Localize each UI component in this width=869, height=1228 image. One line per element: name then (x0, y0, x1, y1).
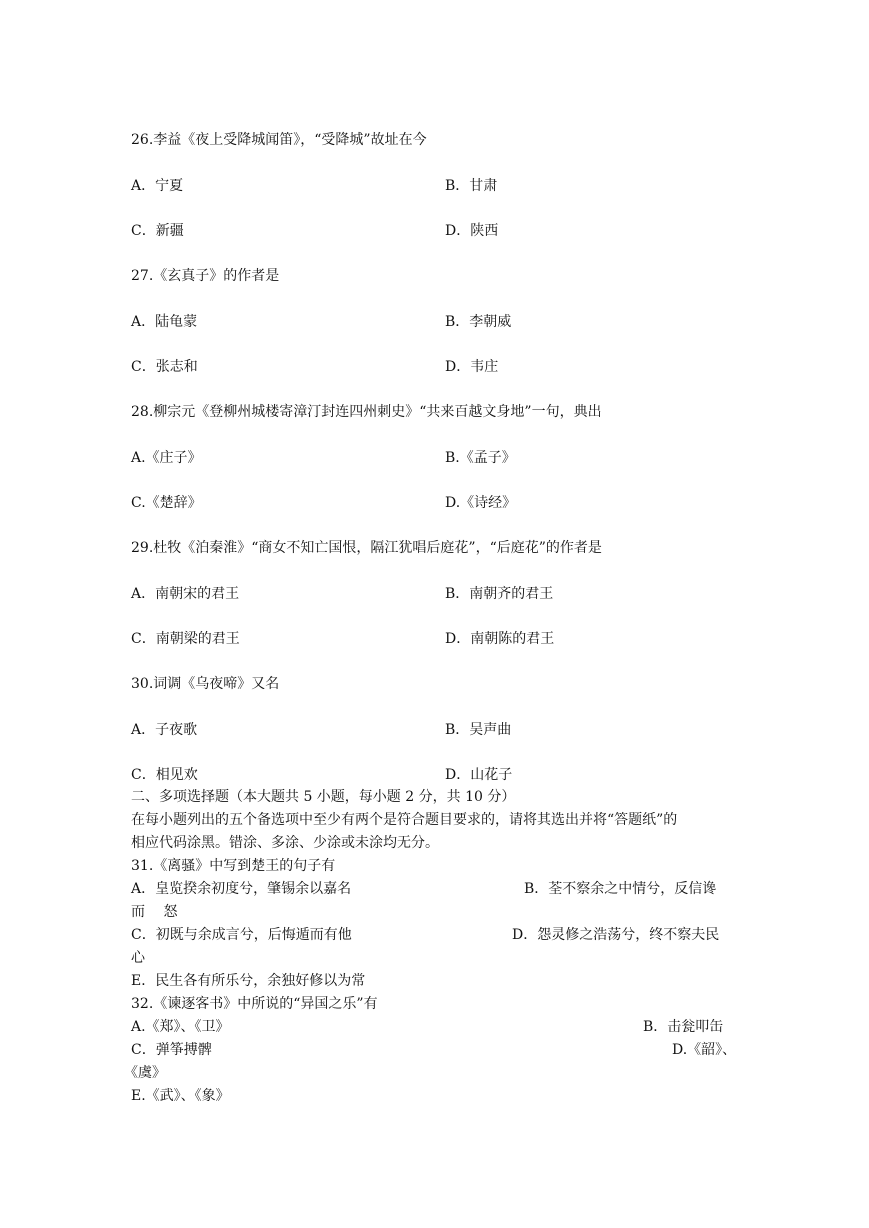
question-30-option-c: C．相见欢 (131, 767, 198, 783)
question-32-option-b: B．击瓮叩缶 (643, 1019, 724, 1035)
question-32-option-a: A.《郑》、《卫》 (131, 1019, 230, 1035)
question-27-option-a: A．陆龟蒙 (131, 314, 198, 330)
question-26-option-c: C．新疆 (131, 223, 184, 239)
question-31-option-a: A．皇览揆余初度兮，肇锡余以嘉名 (131, 881, 352, 897)
question-31-option-d: D．怨灵修之浩荡兮，终不察夫民 (512, 927, 720, 943)
question-31-option-b-continued: 而 怒 (131, 904, 178, 920)
section-2-instruction-line-2: 相应代码涂黑。错涂、多涂、少涂或未涂均无分。 (131, 835, 439, 851)
question-26-stem: 26.李益《夜上受降城闻笛》，“受降城”故址在今 (131, 132, 427, 148)
question-29-option-d: D．南朝陈的君王 (445, 631, 555, 647)
question-32-option-d-continued: 《虞》 (124, 1065, 166, 1081)
question-30-option-a: A．子夜歌 (131, 722, 198, 738)
question-29-option-a: A．南朝宋的君王 (131, 586, 240, 602)
section-2-instruction-line-1: 在每小题列出的五个备选项中至少有两个是符合题目要求的，请将其选出并将“答题纸”的 (131, 812, 678, 828)
question-28-option-c: C.《楚辞》 (131, 495, 202, 511)
question-31-option-e: E．民生各有所乐兮，余独好修以为常 (131, 973, 366, 989)
question-32-stem: 32.《谏逐客书》中所说的“异国之乐”有 (131, 996, 378, 1012)
question-29-option-c: C．南朝梁的君王 (131, 631, 240, 647)
question-30-stem: 30.词调《乌夜啼》又名 (131, 676, 280, 692)
question-26-option-d: D．陕西 (445, 223, 499, 239)
question-32-option-c: C．弹筝搏髀 (131, 1042, 212, 1058)
question-32-option-d: D.《韶》、 (672, 1042, 737, 1058)
question-29-option-b: B．南朝齐的君王 (445, 586, 554, 602)
question-27-option-b: B．李朝威 (445, 314, 512, 330)
question-31-option-d-continued: 心 (131, 950, 145, 966)
question-32-option-e: E.《武》、《象》 (131, 1088, 230, 1104)
question-30-option-b: B．吴声曲 (445, 722, 512, 738)
question-27-option-c: C．张志和 (131, 359, 198, 375)
question-28-stem: 28.柳宗元《登柳州城楼寄漳汀封连四州刺史》“共来百越文身地”一句，典出 (131, 404, 602, 420)
question-31-stem: 31.《离骚》中写到楚王的句子有 (131, 858, 336, 874)
section-2-heading: 二、多项选择题（本大题共 5 小题，每小题 2 分，共 10 分） (131, 789, 516, 805)
question-27-option-d: D．韦庄 (445, 359, 499, 375)
question-28-option-b: B.《孟子》 (445, 450, 516, 466)
question-29-stem: 29.杜牧《泊秦淮》“商女不知亡国恨，隔江犹唱后庭花”，“后庭花”的作者是 (131, 540, 602, 556)
question-27-stem: 27.《玄真子》的作者是 (131, 268, 280, 284)
question-26-option-a: A．宁夏 (131, 178, 184, 194)
question-28-option-d: D.《诗经》 (445, 495, 517, 511)
question-30-option-d: D．山花子 (445, 767, 513, 783)
question-31-option-b: B．荃不察余之中情兮，反信谗 (524, 881, 717, 897)
question-31-option-c: C．初既与余成言兮，后悔遁而有他 (131, 927, 352, 943)
question-26-option-b: B．甘肃 (445, 178, 498, 194)
question-28-option-a: A.《庄子》 (131, 450, 202, 466)
